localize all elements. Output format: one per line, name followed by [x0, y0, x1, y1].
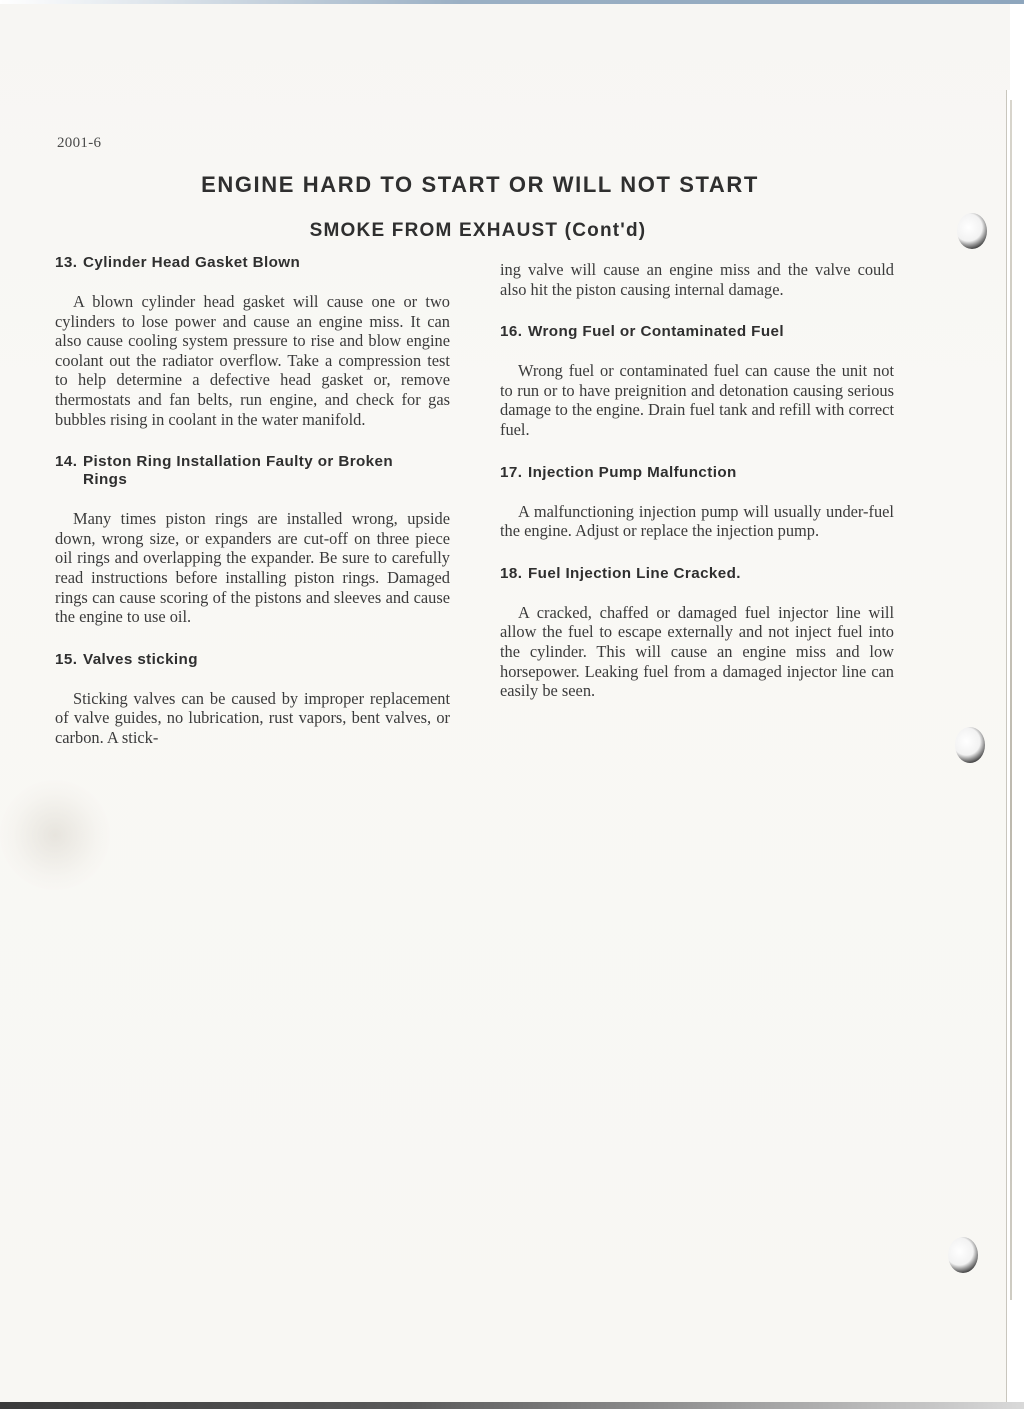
section-number: 13. [55, 254, 78, 271]
section-title: Fuel Injection Line Cracked. [528, 564, 741, 582]
section-body-17: A malfunctioning injection pump will usually under-fuel the engine. Adjust or replace the injection pump. [500, 501, 894, 541]
section-heading-15 [55, 651, 450, 669]
page-right-edge [1010, 100, 1012, 1300]
section-title: Piston Ring Installation Faulty or Broken [83, 453, 394, 471]
section-body-18: A cracked, chaffed or damaged fuel injector line will allow the fuel to escape externally and not inject fuel into the cylinder. This will cause an engine miss and low horsepower. Leaking fuel from a damaged injector line can easily be seen. [500, 602, 894, 701]
section-title: Valves sticking [83, 650, 198, 668]
page-subtitle: SMOKE FROM EXHAUST (Cont'd) [309, 220, 647, 241]
section-title: Wrong Fuel or Contaminated Fuel [528, 323, 784, 341]
section-number: 14. [55, 453, 78, 471]
paper-stain [0, 780, 110, 890]
scan-bottom-edge [0, 1402, 1024, 1409]
section-body-15-continued: ing valve will cause an engine miss and the valve could also hit the piston causing internal damage. [500, 260, 894, 299]
section-heading-17 [500, 464, 894, 482]
page-title: ENGINE HARD TO START OR WILL NOT START [201, 172, 759, 197]
section-title: Injection Pump Malfunction [528, 463, 737, 481]
section-body-15: Sticking valves can be caused by improper replacement of valve guides, no lubrication, rust vapors, bent valves, or carbon. A stick- [55, 688, 450, 747]
page-number: 2001-6 [57, 135, 102, 151]
section-number: 18. [500, 564, 523, 582]
section-number: 16. [500, 323, 523, 341]
section-body-13: A blown cylinder head gasket will cause one or two cylinders to lose power and cause an engine miss. It can also cause cooling system pressure to rise and blow engine coolant out the radiator overflow. Take a compression test to help determine a defective head gasket or, remove thermostats and fan belts, run engine, and check for gas bubbles rising in coolant in the water manifold. [55, 292, 450, 429]
scan-right-margin [1006, 90, 1024, 1409]
right-column [500, 260, 894, 701]
section-number: 17. [500, 463, 523, 481]
section-title: Cylinder Head Gasket Blown [83, 254, 301, 271]
section-body-16: Wrong fuel or contaminated fuel can cause the unit not to run or to have preignition and detonation causing serious damage to the engine. Drain fuel tank and refill with correct fuel. [500, 361, 894, 439]
binder-hole-icon [948, 1237, 978, 1273]
section-number: 15. [55, 650, 78, 668]
section-heading-16 [500, 323, 894, 341]
section-heading-13 [55, 254, 450, 272]
binder-hole-icon [957, 213, 987, 249]
left-column [55, 254, 450, 748]
section-body-14: Many times piston rings are installed wrong, upside down, wrong size, or expanders are cut-off on three piece oil rings and overlapping the expander. Be sure to carefully read instructions before installing piston rings. Damaged rings can cause scoring of the pistons and sleeves and cause the engine to use oil. [55, 509, 450, 627]
section-heading-14 [55, 453, 450, 489]
section-heading-18 [500, 565, 894, 583]
section-title-continued: Rings [83, 471, 128, 489]
binder-hole-icon [955, 727, 985, 763]
